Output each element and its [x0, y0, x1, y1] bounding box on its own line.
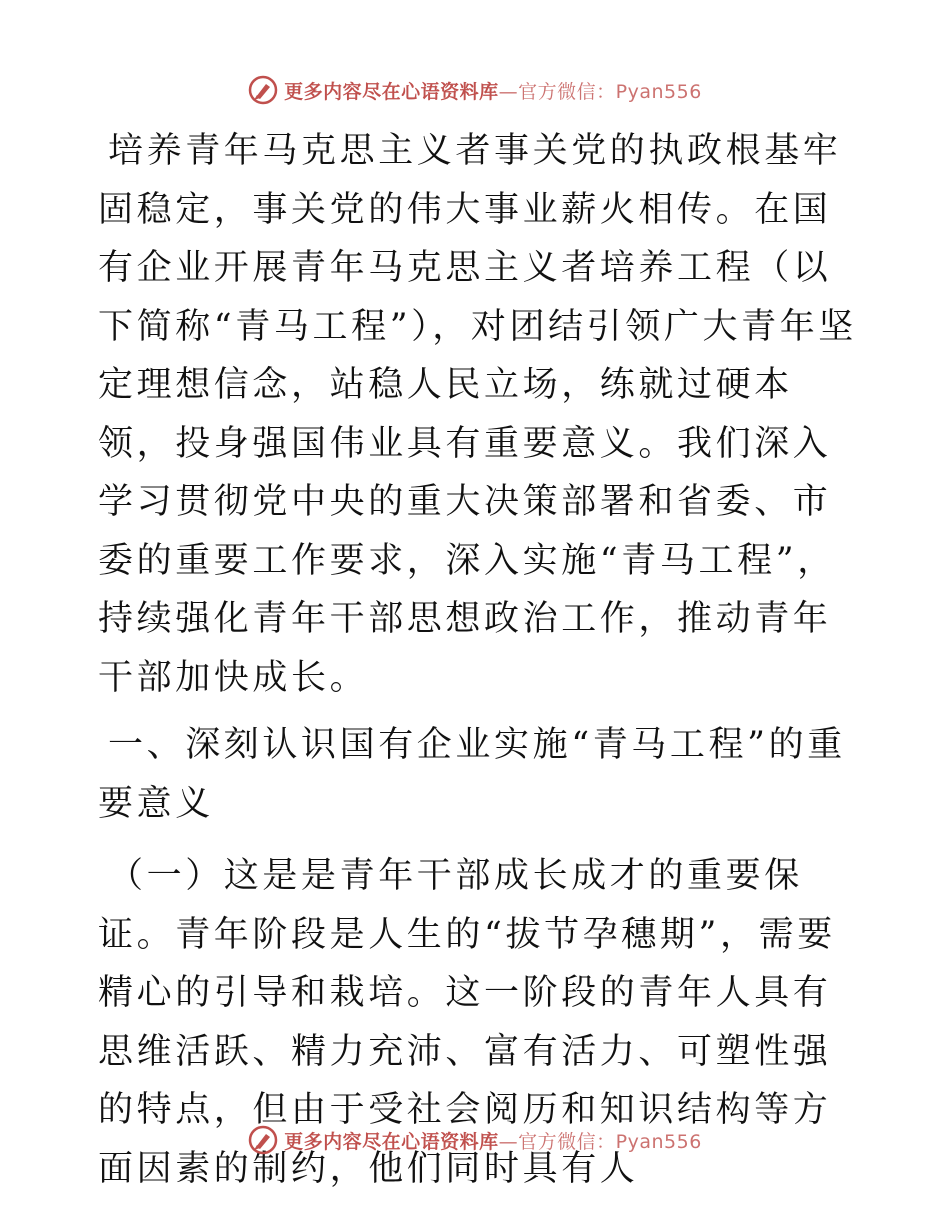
section-1-text: （一）这是是青年干部成长成才的重要保证。青年阶段是人生的“拔节孕穗期”，需要精心的引导和栽培。这一阶段的青年人具有思维活跃、精力充沛、富有活力、可塑性强的特点，但由于受社会阅历和知识结构等方面因素的制约，他们同时具有人 — [98, 856, 836, 1189]
watermark-text — [284, 77, 702, 104]
watermark-brand: 更多内容尽在心语资料库 — [284, 80, 499, 103]
footer-watermark — [0, 1120, 950, 1160]
watermark-brand: 更多内容尽在心语资料库 — [284, 1130, 499, 1153]
section-heading-1-text: 一、深刻认识国有企业实施“青马工程”的重要意义 — [98, 725, 846, 824]
intro-text: 培养青年马克思主义者事关党的执政根基牢固稳定，事关党的伟大事业薪火相传。在国有企业开展青年马克思主义者培养工程（以下简称“青马工程”），对团结引领广大青年坚定理想信念，站稳人民立场，练就过硬本领，投身强国伟业具有重要意义。我们深入学习贯彻党中央的重大决策部署和省委、市委的重要工作要求，深入实施“青马工程”，持续强化青年干部思想政治工作，推动青年干部加快成长。 — [98, 131, 857, 698]
section-heading-1 — [98, 716, 858, 833]
intro-paragraph — [98, 122, 858, 707]
document-body — [98, 122, 858, 1198]
pen-nib-logo-icon — [248, 75, 278, 105]
watermark-contact: —官方微信：Pyan556 — [498, 1130, 702, 1153]
header-watermark — [0, 70, 950, 110]
pen-nib-logo-icon — [248, 1125, 278, 1155]
watermark-contact: —官方微信：Pyan556 — [498, 80, 702, 103]
watermark-text — [284, 1127, 702, 1154]
